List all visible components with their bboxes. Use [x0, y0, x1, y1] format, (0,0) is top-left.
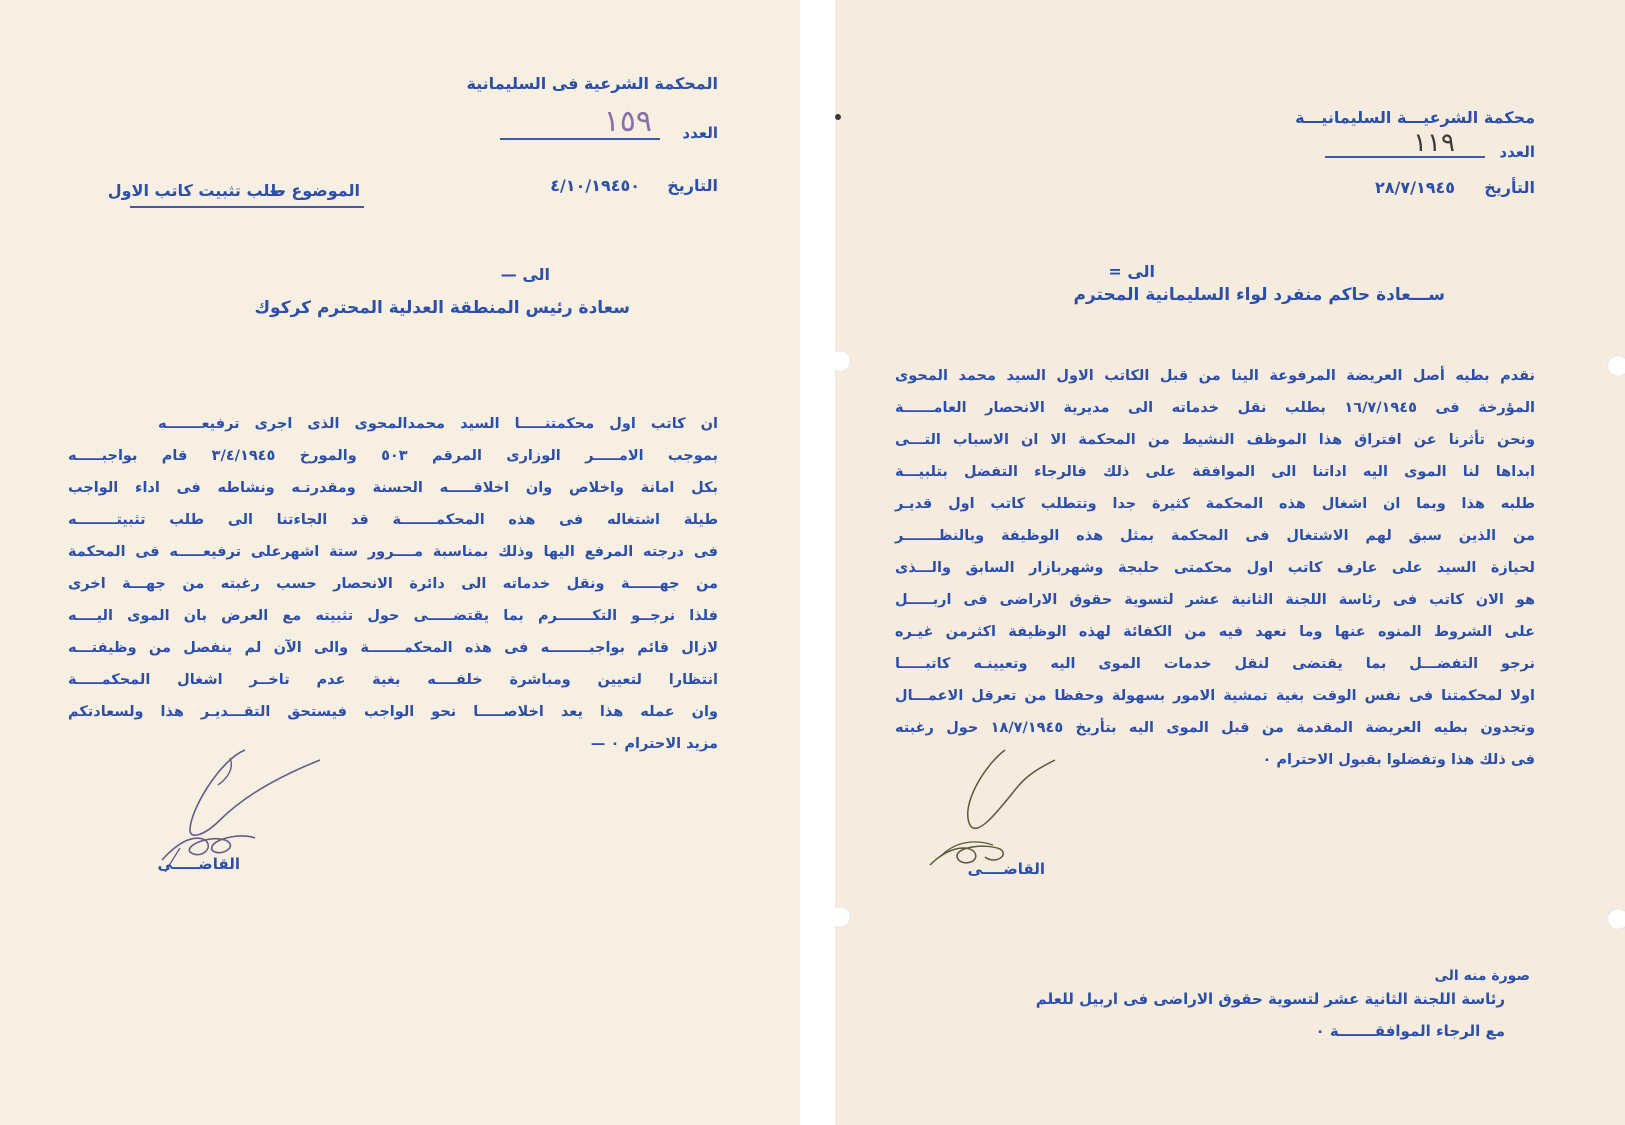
punch-hole-icon: [835, 906, 851, 928]
left-date-label: التاريخ: [667, 176, 718, 195]
left-body-line: طيلة اشتغاله فى هذه المحكمـــــــة قد الجاءتنا الى طلب تثبيتــــــــه: [68, 512, 718, 528]
ink-dot-icon: [835, 114, 841, 120]
right-judge-title: القاضــــى: [967, 860, 1045, 878]
right-date-value: ٢٨/٧/١٩٤٥: [1374, 178, 1455, 197]
left-number-underline: [500, 138, 660, 140]
left-body-line: ان كاتب اول محكمتنـــــا السيد محمدالمحوى الذى اجرى ترفيعـــــــه: [158, 416, 718, 432]
left-subject-underline: [130, 206, 364, 208]
punch-hole-icon: [835, 350, 851, 372]
left-body-line: وان عمله هذا يعد اخلاصـــــا نحو الواجب فيستحق التقـــديـر هذا ولسعادتكم: [68, 704, 718, 720]
right-to-label: الى =: [1108, 262, 1155, 281]
right-date-label: التأريخ: [1484, 178, 1535, 197]
punch-hole-icon: [1607, 355, 1625, 377]
left-date-value: ٤/١٠/١٩٤٥٠: [550, 176, 640, 195]
left-judge-title: القاضـــــى: [157, 855, 240, 873]
left-body-line: بكل امانة واخلاص وان اخلاقـــــه الحسنة ومقدرتـه ونشاطه فى اداء الواجب: [68, 480, 718, 496]
left-body-line: مزيد الاحترام ٠ —: [590, 736, 718, 752]
right-body-line: نرجو التفضـــل بما يقتضى لنقل خدمات الموى اليه وتعيينـه كاتبـــــا: [895, 656, 1535, 672]
right-body-line: المؤرخة فى ١٦/٧/١٩٤٥ بطلب نقل خدماته الى مديرية الانحصار العامــــــة: [895, 400, 1536, 416]
right-body-line: نقدم بطيه أصل العريضة المرفوعة الينا من قبل الكاتب الاول السيد محمد المحوى: [895, 368, 1535, 384]
right-body-line: ونحن تأثرنا عن افتراق هذا الموظف النشيط من المحكمة الا ان الاسباب التـــى: [895, 432, 1535, 448]
left-body-line: انتظارا لتعيين ومباشرة خلفــــه بغية عدم تاخــر اشغال المحكمـــــة: [68, 672, 718, 688]
right-body-line: لحيازة السيد على عارف كاتب اول محكمتى حلبجة وشهربازار السابق والـــذى: [895, 560, 1535, 576]
right-body-line: هو الان كاتب فى رئاسة اللجنة الثانية عشر لتسوية حقوق الاراضى فى اربـــــل: [895, 592, 1535, 608]
right-body-line: طلبه هذا وبما ان اشغال هذه المحكمة كثيرة جدا وتتطلب كاتب اول قديـر: [895, 496, 1535, 512]
left-subject-label: الموضوع —: [269, 181, 360, 200]
left-body-line: بموجب الامـــــر الوزارى المرقم ٥٠٣ والمورخ ٣/٤/١٩٤٥ قام بواجبـــــه: [68, 448, 718, 464]
right-body-line: من الذين سبق لهم الاشتغال فى المحكمة بمثل هذه الوظيفة وبالنظـــــــر: [895, 528, 1535, 544]
right-number-underline: [1325, 156, 1485, 158]
left-body-line: لازال قائم بواجبــــــــه فى هذه المحكمـــــــة والى الآن لم ينفصل من وظيفتـــه: [68, 640, 718, 656]
punch-hole-icon: [1607, 908, 1625, 930]
right-signature-icon: [915, 745, 1085, 875]
right-body-line: على الشروط المنوه عنها وما نعهد فيه من الكفائة لهذه الوظيفة اكثرمن غيـره: [895, 624, 1535, 640]
left-subject-value: طلب تثبيت كاتب الاول: [107, 181, 285, 200]
left-number-label: العدد: [682, 124, 718, 142]
right-number-value: ١١٩: [1413, 128, 1455, 158]
right-copy-to-label: صورة منه الى: [1434, 968, 1530, 984]
right-body-line: فى ذلك هذا وتفضلوا بقبول الاحترام ٠: [1262, 752, 1535, 768]
right-body-line: ابداها لنا الموى اليه اداتنا الى الموافقة على ذلك فالرجاء التفضل بتلبيـــة: [895, 464, 1535, 480]
right-court-name: محكمة الشرعيـــة السليمانيـــة: [1295, 108, 1535, 127]
right-body-line: اولا لمحكمتنا فى نفس الوقت بغية تمشية الامور بسهولة وحفظا من تعرقل الاعمـــال: [895, 688, 1535, 704]
left-body-line: فى درجته المرفع اليها وذلك بمناسبة مــــرور ستة اشهرعلى ترفيعـــــه فى المحكمة: [68, 544, 718, 560]
left-to-label: الى —: [500, 265, 550, 284]
right-copy-to-line: مع الرجاء الموافقـــــــة ٠: [1315, 1022, 1505, 1040]
right-copy-to-line: رئاسة اللجنة الثانية عشر لتسوية حقوق الاراضى فى اربيل للعلم: [1035, 990, 1505, 1008]
right-letter-page: [835, 0, 1625, 1125]
left-recipient: سعادة رئيس المنطقة العدلية المحترم كركوك: [254, 298, 630, 318]
right-body-line: وتجدون بطيه العريضة المقدمة من قبل الموى اليه بتأريخ ١٨/٧/١٩٤٥ حول رغبته: [895, 720, 1535, 736]
right-recipient: ســـعادة حاكم منفرد لواء السليمانية المحترم: [1073, 285, 1445, 305]
left-body-line: فلذا نرجــو التكـــــــرم بما يقتضـــــى حول تثبيته مع العرض بان الموى اليــــه: [68, 608, 718, 624]
right-number-label: العدد: [1499, 143, 1535, 161]
left-letter-page: [0, 0, 800, 1125]
left-court-name: المحكمة الشرعية فى السليمانية: [466, 74, 718, 93]
left-number-value: ١٥٩: [603, 104, 652, 139]
left-body-line: من جهــــــة ونقل خدماته الى دائرة الانحصار حسب رغبته من جهـــة اخرى: [68, 576, 718, 592]
